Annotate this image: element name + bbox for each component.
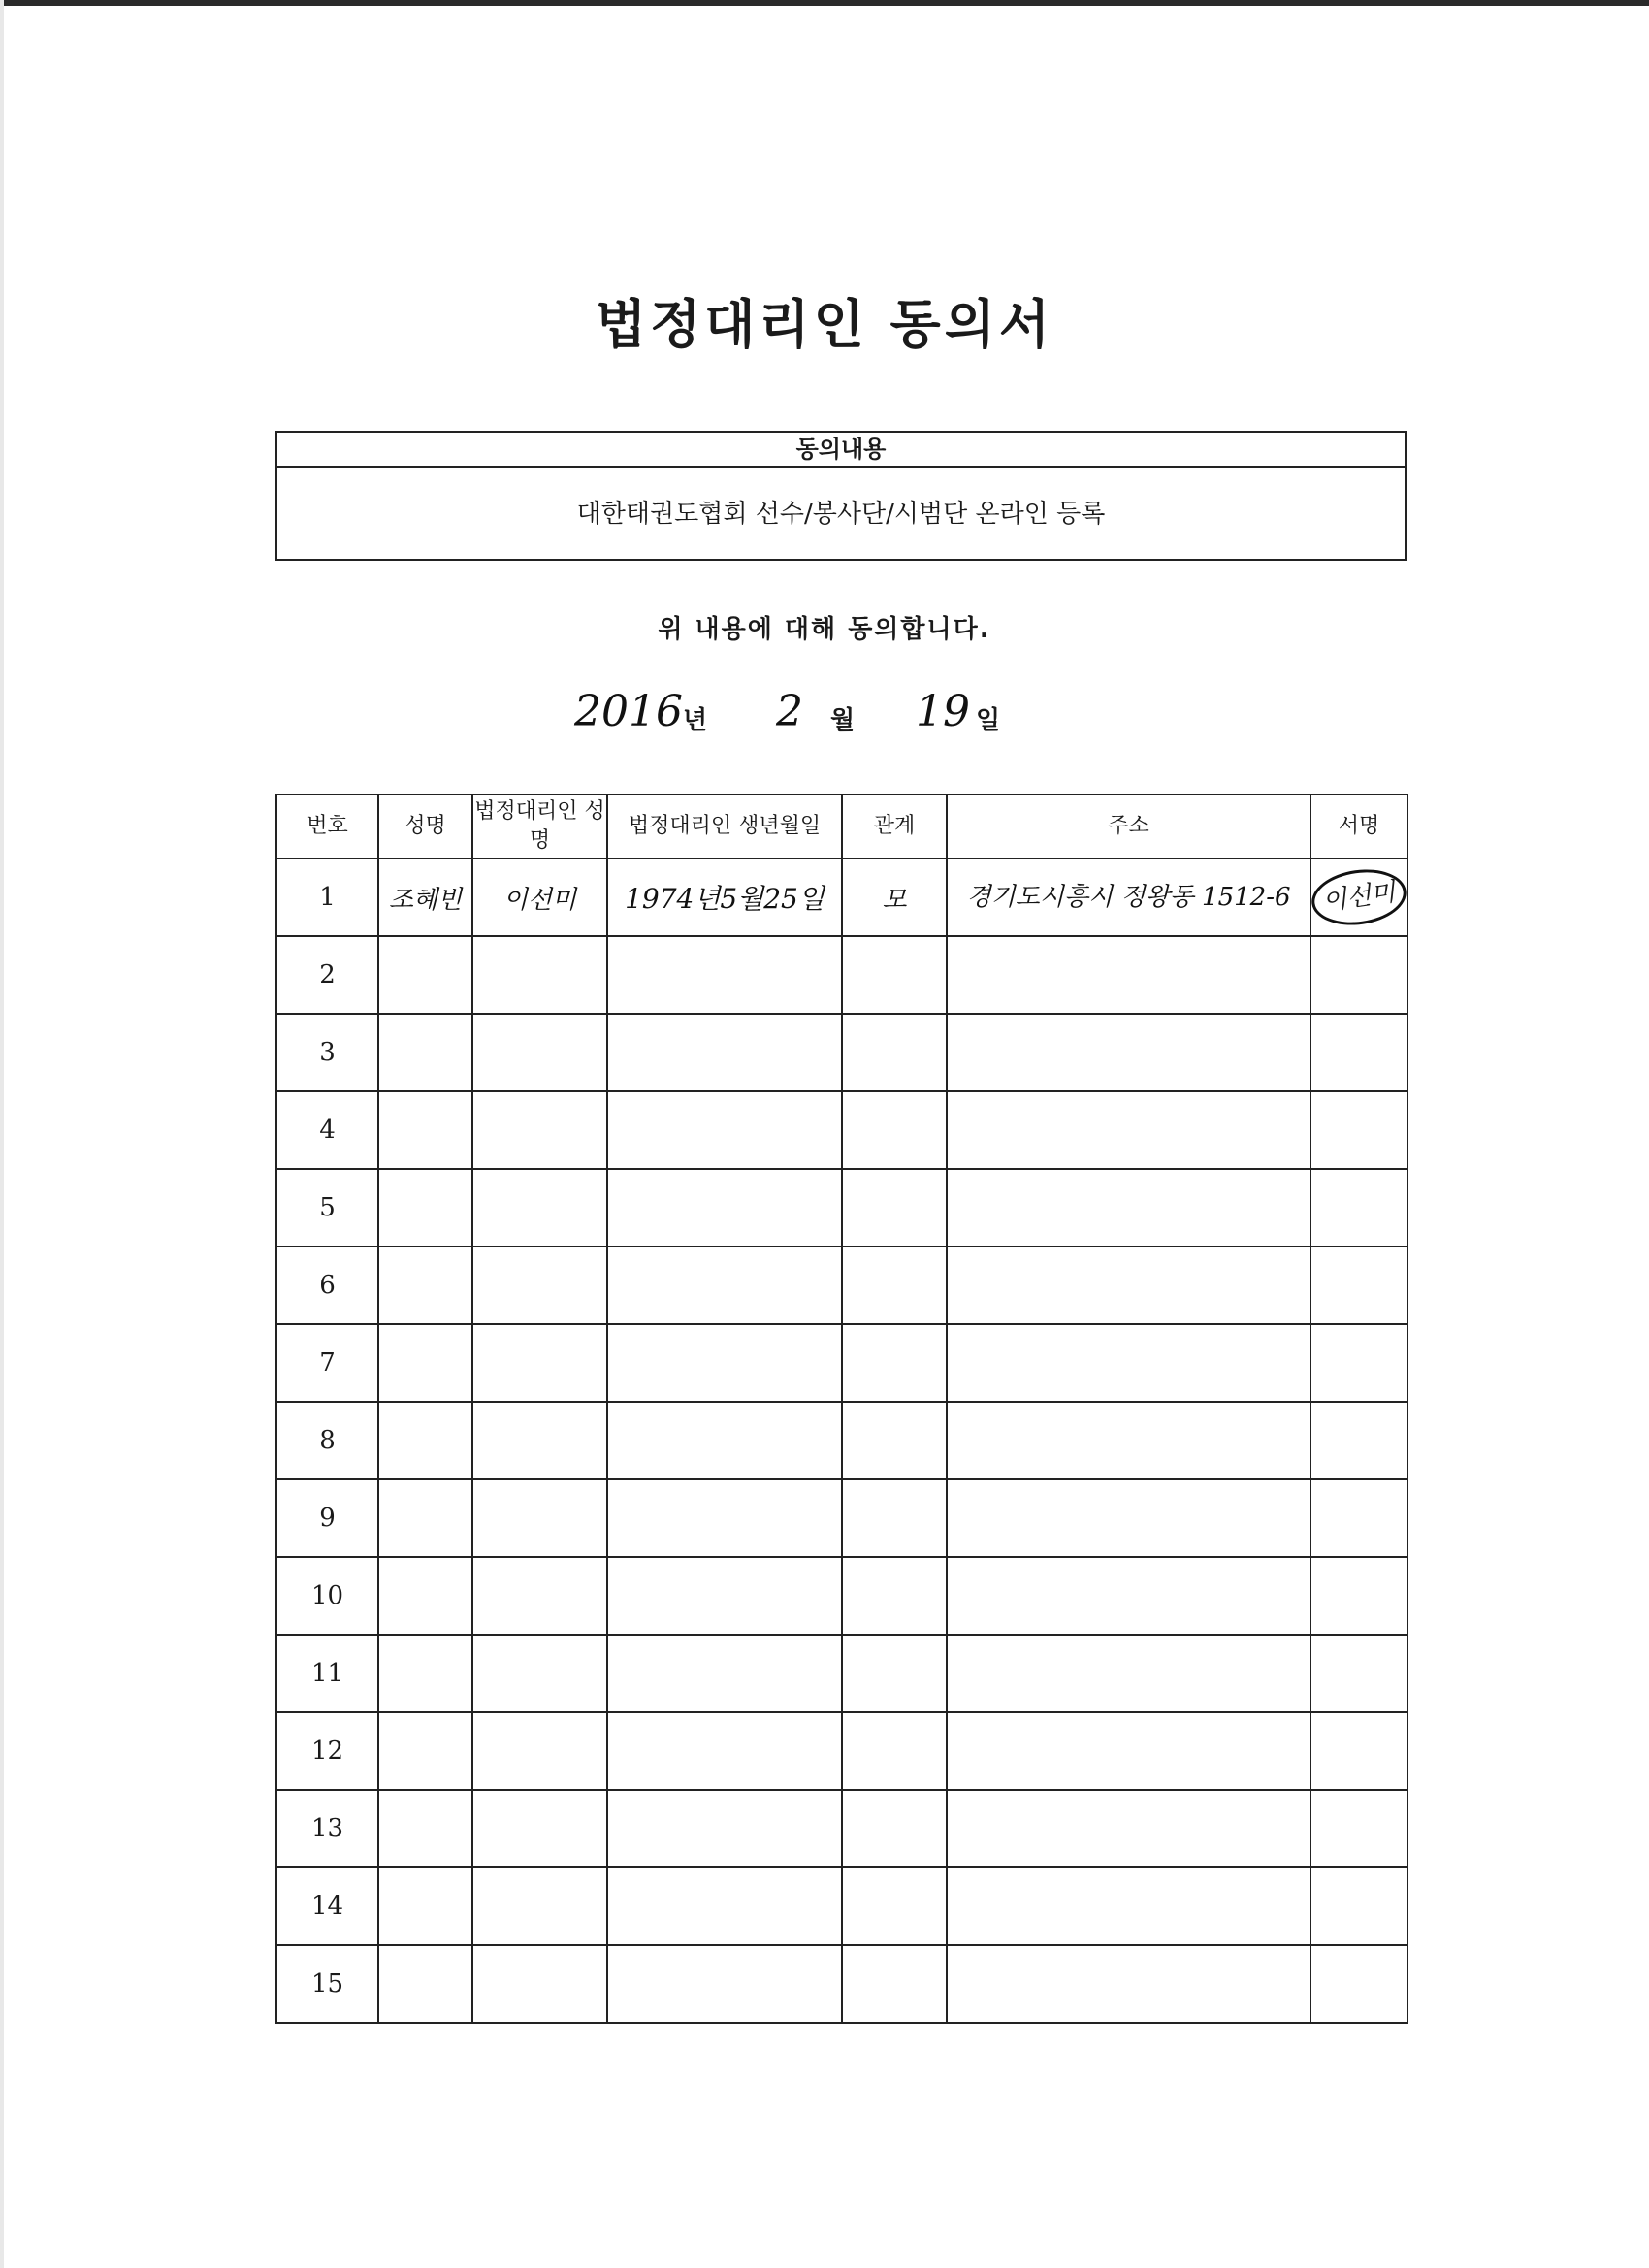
table-row xyxy=(276,1712,1407,1790)
date-month-label: 월 xyxy=(830,706,856,735)
table-row xyxy=(276,1635,1407,1712)
table-row xyxy=(276,1169,1407,1247)
date-year-label: 년 xyxy=(683,706,708,735)
date-month-handwritten: 2 xyxy=(776,687,803,736)
cell-no: 8 xyxy=(276,1402,378,1479)
date-day-label: 일 xyxy=(976,706,1001,735)
cell-no: 4 xyxy=(276,1091,378,1169)
table-row xyxy=(276,1557,1407,1635)
cell-no: 3 xyxy=(276,1014,378,1091)
cell-no: 11 xyxy=(276,1635,378,1712)
cell-no: 2 xyxy=(276,936,378,1014)
table-row xyxy=(276,1014,1407,1091)
cell-no: 7 xyxy=(276,1324,378,1402)
table-row xyxy=(276,1091,1407,1169)
header-relation: 관계 xyxy=(842,794,947,859)
table-row xyxy=(276,1479,1407,1557)
cell-no: 1 xyxy=(276,859,378,936)
agree-statement: 위 내용에 대해 동의합니다. xyxy=(658,615,991,644)
header-name: 성명 xyxy=(378,794,472,859)
cell-signature xyxy=(1310,859,1407,936)
header-rep-birth: 법정대리인 생년월일 xyxy=(607,794,842,859)
table-row xyxy=(276,1945,1407,2023)
cell-no: 5 xyxy=(276,1169,378,1247)
cell-no: 13 xyxy=(276,1790,378,1867)
table-row xyxy=(276,859,1407,936)
consent-heading: 동의내용 xyxy=(277,433,1405,468)
table-header-row xyxy=(276,794,1407,859)
date-year-handwritten: 2016 xyxy=(574,687,683,736)
consent-box xyxy=(275,431,1406,561)
cell-no: 10 xyxy=(276,1557,378,1635)
cell-no: 6 xyxy=(276,1247,378,1324)
table-row xyxy=(276,1867,1407,1945)
consent-content: 대한태권도협회 선수/봉사단/시범단 온라인 등록 xyxy=(576,500,1106,529)
date-day-handwritten: 19 xyxy=(916,687,970,736)
table-row xyxy=(276,1790,1407,1867)
table-row xyxy=(276,1247,1407,1324)
header-address: 주소 xyxy=(947,794,1310,859)
scan-edge xyxy=(0,0,1649,6)
handwritten-signature: 이선미 xyxy=(1309,863,1410,930)
table-row xyxy=(276,1324,1407,1402)
header-no: 번호 xyxy=(276,794,378,859)
cell-no: 12 xyxy=(276,1712,378,1790)
header-rep-name: 법정대리인 성명 xyxy=(472,794,607,859)
table-row xyxy=(276,1402,1407,1479)
document-title: 법정대리인 동의서 xyxy=(595,293,1054,355)
cell-no: 15 xyxy=(276,1945,378,2023)
cell-relation-handwritten: 모 xyxy=(842,859,947,936)
table-row xyxy=(276,936,1407,1014)
cell-name-handwritten: 조혜빈 xyxy=(378,859,472,936)
cell-no: 14 xyxy=(276,1867,378,1945)
header-signature: 서명 xyxy=(1310,794,1407,859)
cell-rep-name-handwritten: 이선미 xyxy=(472,859,607,936)
cell-rep-birth-handwritten: 1974년5월25일 xyxy=(607,859,842,936)
registration-table xyxy=(275,794,1408,2024)
cell-no: 9 xyxy=(276,1479,378,1557)
cell-address-handwritten: 경기도시흥시 정왕동 1512-6 xyxy=(947,859,1310,936)
